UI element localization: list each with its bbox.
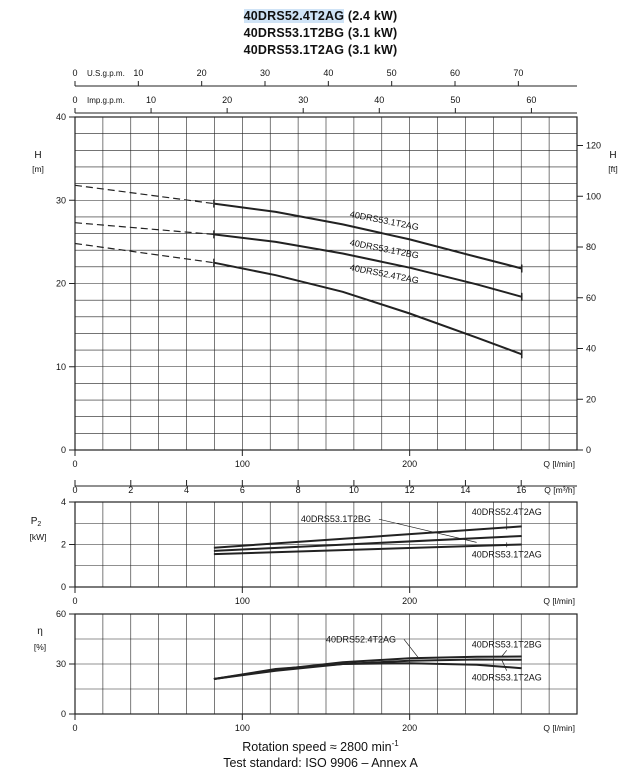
power-ytick-label: 0 (60, 582, 66, 592)
power-xtick-label: 200 (402, 596, 418, 606)
head-xtick-label: 100 (234, 459, 250, 469)
power-xtick-label: 0 (72, 596, 78, 606)
top-axis-unit-label: U.S.g.p.m. (87, 69, 125, 78)
eff-label-leader (404, 639, 418, 657)
top-axis-tick-label: 30 (259, 68, 271, 78)
top-axis-tick-label: 10 (146, 95, 157, 105)
head-ylabel-unit: [m] (32, 164, 44, 174)
title-2-power: (3.1 kW) (344, 26, 398, 40)
m3h-tick-label: 0 (72, 485, 78, 495)
head-xlabel: Q [l/min] (543, 459, 575, 469)
eff-ylabel: η (37, 626, 43, 637)
head-curve-label: 40DRS53.1T2AG (349, 209, 420, 233)
head-ft-tick-label: 120 (586, 140, 602, 151)
top-axis-tick-label: 20 (222, 95, 233, 105)
head-curve-dashed-40DRS53.1T2AG (75, 185, 214, 203)
head-ytick-label: 10 (55, 361, 66, 372)
title-3-model: 40DRS53.1T2AG (243, 43, 345, 57)
head-ytick-label: 30 (55, 195, 66, 206)
head-ytick-label: 0 (60, 445, 66, 455)
power-ytick-label: 4 (60, 497, 66, 507)
eff-ylabel-unit: [%] (33, 642, 47, 652)
m3h-tick-label: 6 (239, 485, 245, 495)
eff-curve-label: 40DRS53.1T2AG (471, 672, 542, 683)
eff-xtick-label: 0 (72, 723, 78, 733)
top-axis-tick-label: 60 (526, 95, 537, 105)
top-axis-tick-label: 70 (513, 68, 524, 78)
top-axis-tick-label: 60 (450, 68, 461, 78)
rotation-sup: -1 (391, 739, 399, 748)
top-axis-unit-label: Imp.g.p.m. (87, 96, 125, 105)
title-1-model[interactable]: 40DRS52.4T2AG (243, 9, 345, 23)
head-ft-tick-label: 80 (586, 242, 597, 253)
head-ft-tick-label: 0 (586, 445, 592, 455)
head-ytick-label: 40 (55, 112, 66, 122)
power-ylabel: $P_2$ (30, 516, 42, 528)
head-ft-tick-label: 20 (586, 394, 597, 405)
head-curve-dashed-40DRS53.1T2BG (75, 223, 214, 235)
top-axis-tick-label: 40 (374, 95, 385, 105)
rotation-text: Rotation speed ≈ 2800 min (242, 740, 392, 755)
m3h-tick-label: 12 (404, 485, 415, 495)
head-xtick-label: 200 (402, 459, 418, 469)
power-xlabel: Q [l/min] (543, 596, 575, 606)
power-curve-label: 40DRS52.4T2AG (471, 506, 542, 517)
m3h-tick-label: 10 (348, 485, 359, 495)
head-ft-tick-label: 60 (586, 292, 597, 303)
m3h-xlabel: Q [m³/h] (544, 485, 575, 495)
eff-ytick-label: 0 (60, 709, 66, 719)
power-curve-label: 40DRS53.1T2BG (300, 514, 371, 525)
m3h-tick-label: 8 (295, 485, 301, 495)
title-1-power: (2.4 kW) (344, 9, 398, 23)
m3h-tick-label: 16 (516, 485, 527, 495)
top-axis-tick-label: 0 (72, 95, 78, 105)
top-axis-tick-label: 0 (72, 68, 78, 78)
head-ft-tick-label: 100 (586, 191, 602, 202)
top-axis-tick-label: 50 (386, 68, 397, 78)
rotation-speed-note (0, 739, 641, 754)
head-ylabel: H (34, 150, 42, 161)
eff-xlabel: Q [l/min] (543, 723, 575, 733)
head-xtick-label: 0 (72, 459, 78, 469)
eff-curve-label: 40DRS53.1T2BG (471, 639, 542, 650)
head-ft-tick-label: 40 (586, 343, 597, 354)
top-axis-tick-label: 20 (196, 68, 207, 78)
power-ylabel-sub: 2 (37, 521, 42, 528)
head-curve-dashed-40DRS52.4T2AG (75, 244, 214, 263)
title-3-power: (3.1 kW) (344, 43, 398, 57)
head-curve-40DRS52.4T2AG (214, 263, 522, 355)
eff-ytick-label: 30 (55, 659, 66, 669)
eff-xtick-label: 100 (234, 723, 250, 733)
top-axis-tick-label: 10 (133, 68, 144, 78)
head-curve-label: 40DRS53.1T2BG (349, 237, 420, 261)
m3h-tick-label: 2 (128, 485, 134, 495)
eff-curve-label: 40DRS52.4T2AG (326, 634, 397, 645)
top-axis-tick-label: 40 (323, 68, 334, 78)
eff-label-leader (502, 660, 507, 671)
head-ylabel-right: H (609, 150, 617, 161)
top-axis-tick-label: 30 (298, 95, 309, 105)
eff-ytick-label: 60 (55, 609, 66, 619)
power-xtick-label: 100 (234, 596, 250, 606)
power-ylabel-unit: [kW] (29, 532, 47, 542)
title-2-model: 40DRS53.1T2BG (243, 26, 345, 40)
head-curve-label: 40DRS52.4T2AG (349, 262, 420, 286)
m3h-tick-label: 14 (460, 485, 471, 495)
test-standard-note: Test standard: ISO 9906 – Annex A (223, 756, 418, 770)
eff-label-leader (502, 650, 507, 656)
head-ytick-label: 20 (55, 278, 66, 289)
power-curve-label: 40DRS53.1T2AG (471, 549, 542, 560)
power-ytick-label: 2 (60, 539, 66, 550)
eff-xtick-label: 200 (402, 723, 418, 733)
head-ylabel-right-unit: [ft] (608, 164, 618, 174)
top-axis-tick-label: 50 (450, 95, 461, 105)
m3h-tick-label: 4 (184, 485, 190, 495)
